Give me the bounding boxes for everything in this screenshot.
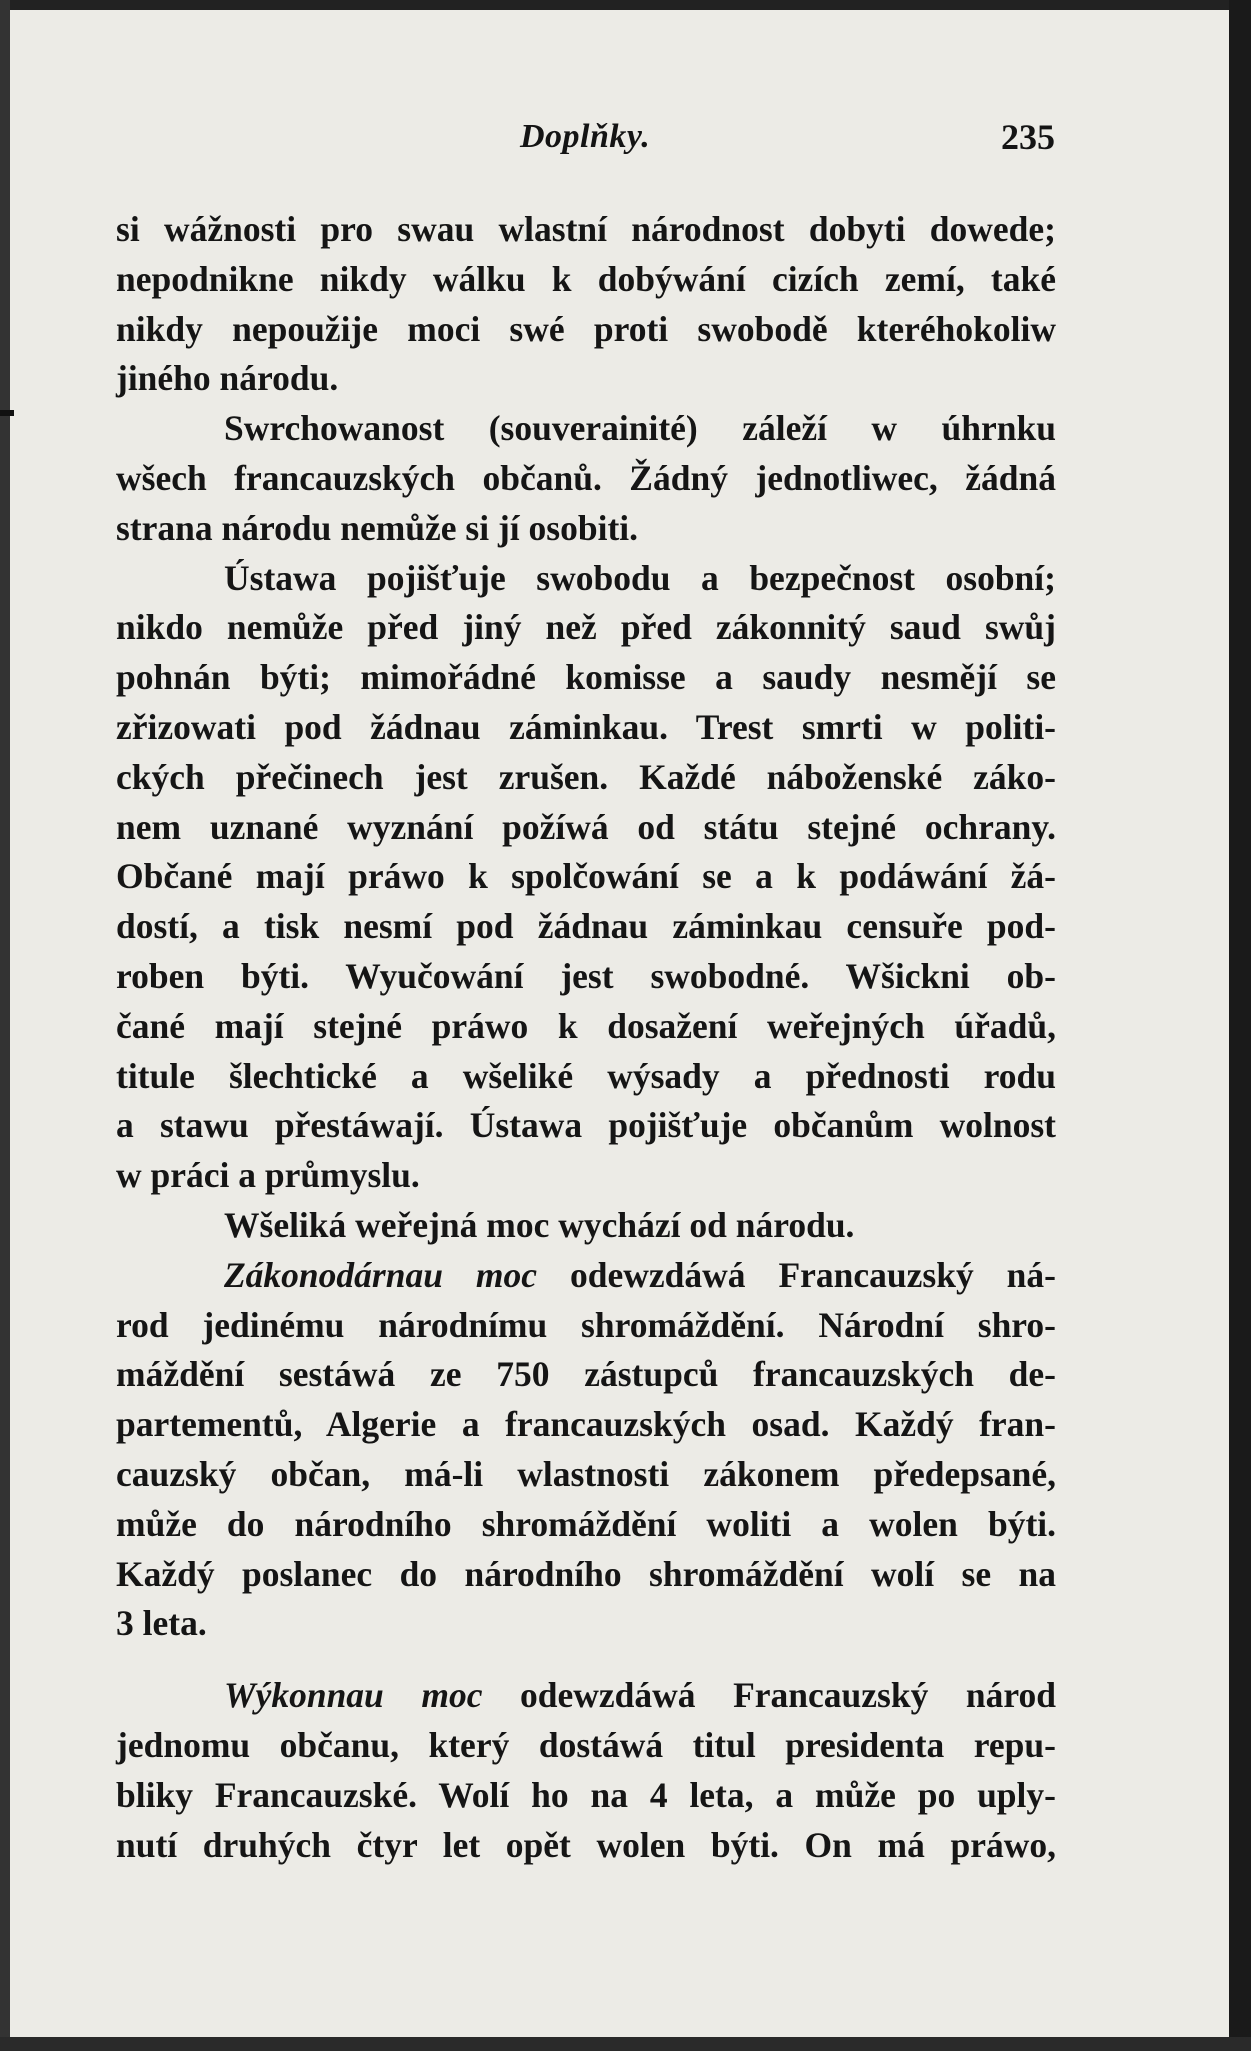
text-line: cauzský občan, má-li wlastnosti zákonem předepsané,	[116, 1453, 1056, 1494]
text-line: Zákonodárnau moc odewzdáwá Francauzský ná-	[224, 1254, 1056, 1295]
text-line: rod jedinému národnímu shromáždění. Národní shro-	[116, 1304, 1056, 1345]
text-line: strana národu nemůže si jí osobiti.	[116, 507, 639, 548]
text-line: nem uznané wyznání požíwá od státu stejné ochrany.	[116, 806, 1056, 847]
text-line: Každý poslanec do národního shromáždění wolí se na	[116, 1553, 1056, 1594]
text-line: nepodnikne nikdy wálku k dobýwání cizích zemí, také	[116, 258, 1056, 299]
text-line: wšech francauzských občanů. Žádný jednotliwec, žádná	[116, 457, 1056, 498]
text-line: dostí, a tisk nesmí pod žádnau záminkau censuře pod-	[116, 906, 1056, 947]
text-line: jednomu občanu, který dostáwá titul presidenta repu-	[116, 1724, 1056, 1765]
text-line: si wážnosti pro swau wlastní národnost dobyti dowede;	[116, 209, 1056, 249]
running-head: Doplňky.	[520, 118, 651, 155]
scan-edge-right	[1229, 0, 1251, 2051]
scan-edge-bottom	[0, 2037, 1251, 2051]
emphasis: Zákonodárnau moc	[224, 1254, 538, 1295]
scan-edge-mark	[0, 410, 14, 416]
text-line: jiného národu.	[116, 358, 339, 399]
text-line: zřizowati pod žádnau záminkau. Trest smrti w politi-	[116, 706, 1056, 747]
text-line: roben býti. Wyučowání jest swobodné. Wšickni ob-	[116, 955, 1056, 996]
text-line: Občané mají práwo k spolčowání se a k podáwání žá-	[116, 856, 1056, 897]
text-line: pohnán býti; mimořádné komisse a saudy nesmějí se	[116, 657, 1056, 698]
page-number: 235	[1001, 117, 1055, 157]
text-line: Swrchowanost (souverainité) záleží w úhrnku	[224, 408, 1056, 449]
text-line: partementů, Algerie a francauzských osad. Každý fran-	[116, 1404, 1056, 1445]
text-line: a stawu přestáwají. Ústawa pojišťuje občanům wolnost	[116, 1105, 1056, 1146]
text-line: ckých přečinech jest zrušen. Každé náboženské záko-	[116, 756, 1056, 797]
text-line: w práci a průmyslu.	[116, 1155, 420, 1196]
text-line: nikdo nemůže před jiný než před zákonnitý saud swůj	[116, 607, 1056, 648]
scan-edge-top	[0, 0, 1251, 10]
text-line: čané mají stejné práwo k dosažení weřejných úřadů,	[116, 1005, 1056, 1046]
text-line: Wšeliká weřejná moc wychází od národu.	[224, 1204, 855, 1245]
text-line: nutí druhých čtyr let opět wolen býti. On má práwo,	[116, 1824, 1056, 1865]
emphasis: Wýkonnau moc	[224, 1675, 483, 1716]
text-line: bliky Francauzské. Wolí ho na 4 leta, a může po uply-	[116, 1774, 1056, 1815]
text-line: 3 leta.	[116, 1603, 207, 1644]
page-header	[110, 118, 1055, 168]
text-line: Wýkonnau moc odewzdáwá Francauzský národ	[224, 1675, 1056, 1716]
text-line: máždění sestáwá ze 750 zástupců francauzských de-	[116, 1354, 1056, 1395]
text-line: titule šlechtické a wšeliké wýsady a přednosti rodu	[116, 1055, 1056, 1096]
text-line: může do národního shromáždění woliti a wolen býti.	[116, 1503, 1056, 1544]
body-text	[116, 205, 1056, 1870]
text-line: nikdy nepoužije moci swé proti swobodě kteréhokoliw	[116, 308, 1056, 349]
text-line: Ústawa pojišťuje swobodu a bezpečnost osobní;	[224, 557, 1056, 598]
scan-edge-left	[0, 0, 10, 2051]
